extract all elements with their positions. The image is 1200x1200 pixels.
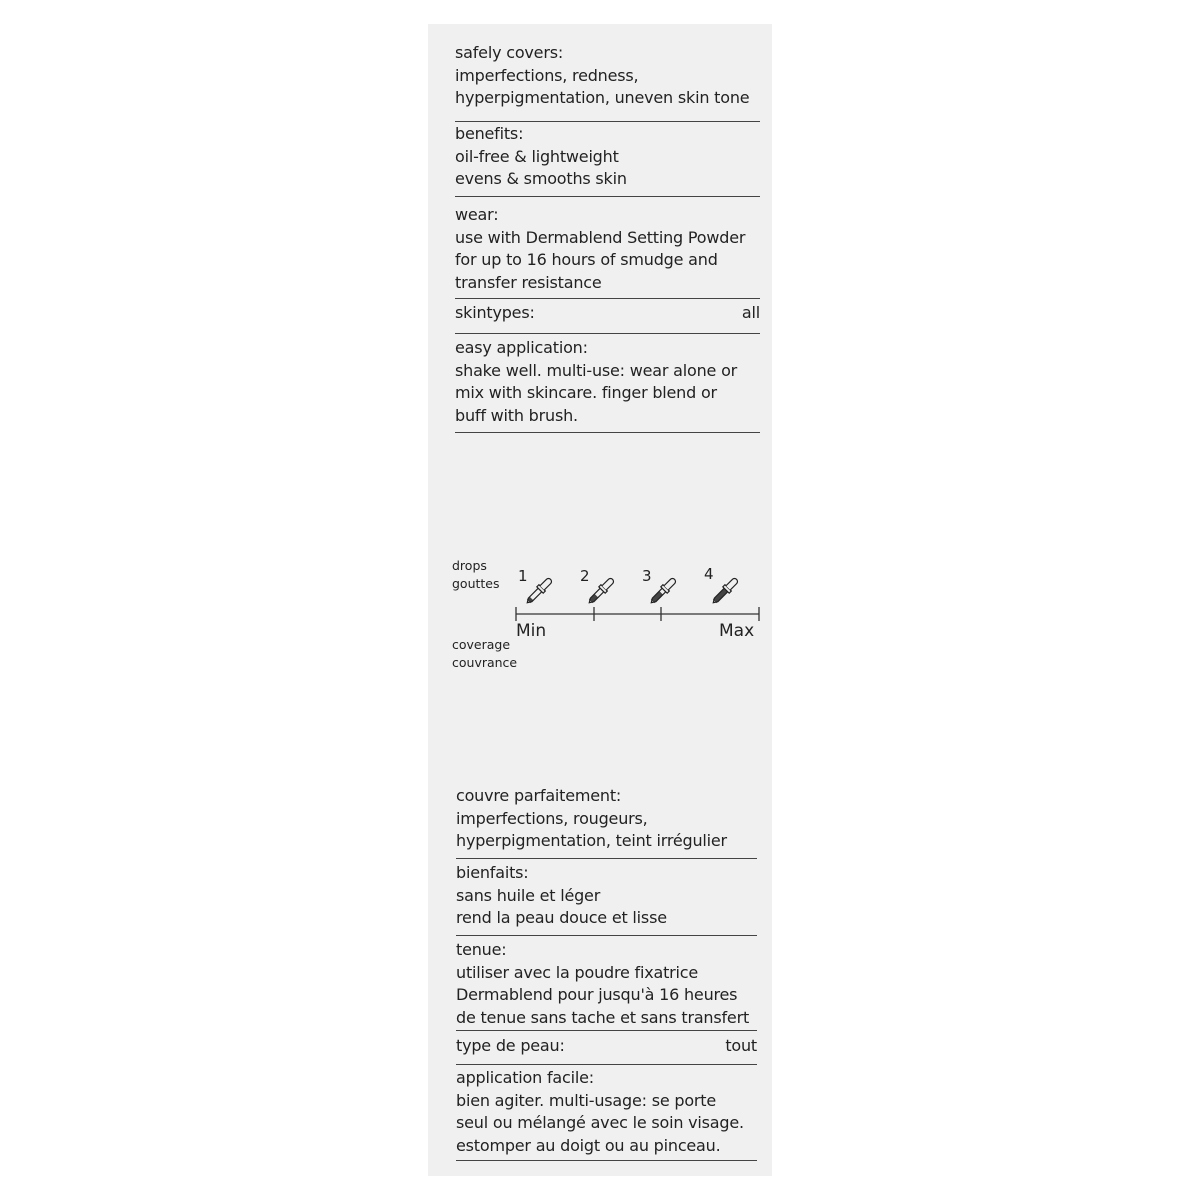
section-type-de-peau (456, 1035, 757, 1065)
text-line: bien agiter. multi-usage: se porte (456, 1090, 717, 1110)
drop-number: 2 (580, 567, 590, 585)
text-line: imperfections, rougeurs, (456, 808, 648, 828)
heading: easy application: (455, 338, 588, 357)
heading: wear: (455, 205, 499, 224)
drop-number: 4 (704, 565, 714, 583)
drop-number: 1 (518, 567, 528, 585)
dropper-icon (710, 576, 740, 606)
text-line: for up to 16 hours of smudge and (455, 250, 718, 269)
text-line: rend la peau douce et lisse (456, 908, 667, 927)
value: all (741, 303, 760, 322)
dropper-icon (524, 576, 554, 606)
text-line: imperfections, redness, (455, 65, 639, 85)
text-line: Dermablend pour jusqu'à 16 heures (456, 985, 738, 1004)
heading: couvre parfaitement: (456, 786, 622, 805)
text-line: de tenue sans tache et sans transfert (456, 1007, 750, 1027)
coverage-en: coverage (452, 637, 511, 652)
text-line: seul ou mélangé avec le soin visage. (456, 1113, 744, 1132)
value: tout (725, 1036, 757, 1055)
section-application-facile (456, 1067, 757, 1161)
text-line: oil-free & lightweight (455, 146, 619, 166)
text-line: mix with skincare. finger blend or (455, 383, 717, 402)
section-tenue (456, 939, 757, 1031)
text-line: estomper au doigt ou au pinceau. (456, 1135, 721, 1155)
drops-en: drops (452, 558, 487, 573)
text-line: buff with brush. (455, 405, 578, 425)
heading: type de peau: (456, 1036, 565, 1055)
text-line: hyperpigmentation, teint irrégulier (456, 831, 727, 850)
drop-number: 3 (642, 567, 652, 585)
heading: safely covers: (455, 43, 564, 62)
text-line: utiliser avec la poudre fixatrice (456, 962, 699, 982)
text-line: transfer resistance (455, 272, 602, 292)
text-line: shake well. multi-use: wear alone or (455, 360, 738, 380)
heading: bienfaits: (456, 863, 529, 882)
text-line: evens & smooths skin (455, 169, 627, 188)
min-label: Min (516, 621, 547, 641)
heading: skintypes: (455, 303, 535, 322)
text-line: sans huile et léger (456, 885, 601, 905)
section-bienfaits (456, 862, 757, 936)
coverage-fr: couvrance (452, 655, 518, 670)
section-couvre (456, 785, 757, 859)
heading: application facile: (456, 1068, 594, 1087)
drops-fr: gouttes (452, 576, 500, 591)
heading: benefits: (455, 124, 524, 143)
text-line: use with Dermablend Setting Powder (455, 227, 746, 247)
dropper-icon (648, 576, 678, 606)
heading: tenue: (456, 940, 507, 959)
dropper-icon (586, 576, 616, 606)
text-line: hyperpigmentation, uneven skin tone (455, 88, 750, 107)
max-label: Max (719, 621, 755, 641)
